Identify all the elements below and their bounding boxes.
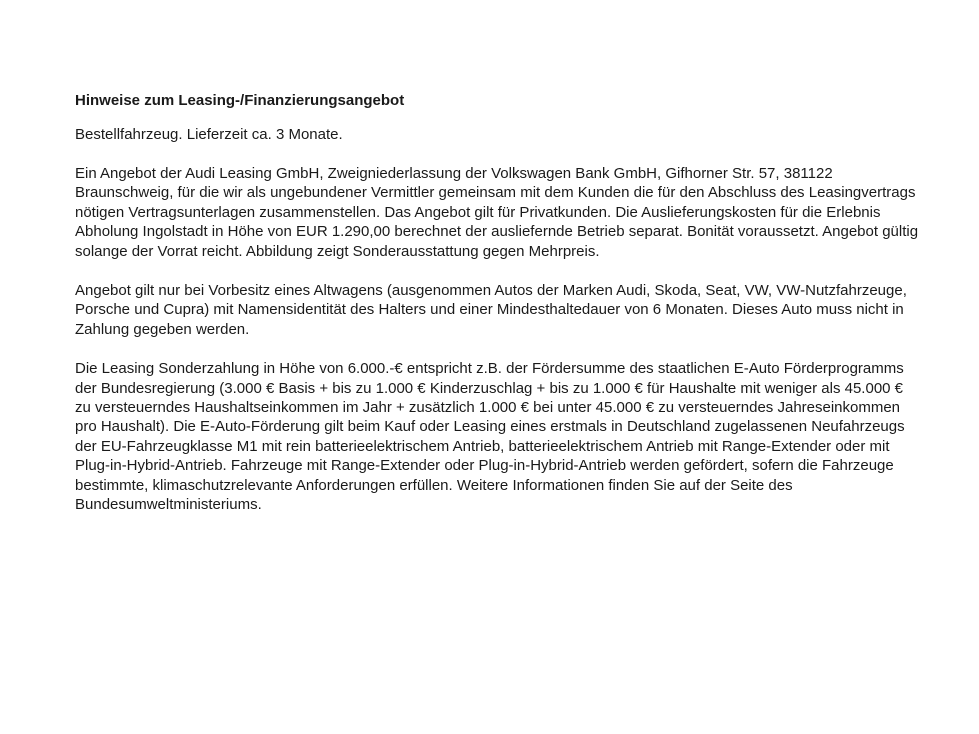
- paragraph-delivery-time: Bestellfahrzeug. Lieferzeit ca. 3 Monate.: [75, 125, 343, 143]
- paragraph-offer-details: Ein Angebot der Audi Leasing GmbH, Zweigniederlassung der Volkswagen Bank GmbH, Gifhorner Str. 57, 381122 Braunschweig, für die wir als ungebundener Vermittler gemeinsam mit dem Kunden die für den Abschluss des Leasingvertrags nötigen Vertragsunterlagen zusammenstellen. Das Angebot gilt für Privatkunden. Die Auslieferungskosten für die Erlebnis Abholung Ingolstadt in Höhe von EUR 1.290,00 berechnet der ausliefernde Betrieb separat. Bonität voraussetzt. Angebot gültig solange der Vorrat reicht. Abbildung zeigt Sonderausstattung gegen Mehrpreis.: [75, 164, 919, 260]
- paragraph-leasing-special-payment: Die Leasing Sonderzahlung in Höhe von 6.000.-€ entspricht z.B. der Fördersumme des staatlichen E-Auto Förderprogramms der Bundesregierung (3.000 € Basis + bis zu 1.000 € Kinderzuschlag + bis zu 1.000 € für Haushalte mit weniger als 45.000 € zu versteuerndes Haushaltseinkommen im Jahr + zusätzlich 1.000 € bei unter 45.000 € zu versteuerndes Jahreseinkommen pro Haushalt). Die E-Auto-Förderung gilt beim Kauf oder Leasing eines erstmals in Deutschland zugelassenen Neufahrzeugs der EU-Fahrzeugklasse M1 mit rein batterieelektrischem Antrieb, batterieelektrischem Antrieb mit Range-Extender oder mit Plug-in-Hybrid-Antrieb. Fahrzeuge mit Range-Extender oder Plug-in-Hybrid-Antrieb werden gefördert, sofern die Fahrzeuge bestimmte, klimaschutzrelevante Anforderungen erfüllen. Weitere Informationen finden Sie auf der Seite des Bundesumweltministeriums.: [75, 360, 905, 513]
- document-title: Hinweise zum Leasing-/Finanzierungsangebot: [75, 92, 405, 109]
- paragraph-trade-in-conditions: Angebot gilt nur bei Vorbesitz eines Altwagens (ausgenommen Autos der Marken Audi, Skoda, Seat, VW, VW-Nutzfahrzeuge, Porsche und Cupra) mit Namensidentität des Halters und einer Mindesthaltedauer von 6 Monaten. Dieses Auto muss nicht in Zahlung gegeben werden.: [75, 281, 907, 338]
